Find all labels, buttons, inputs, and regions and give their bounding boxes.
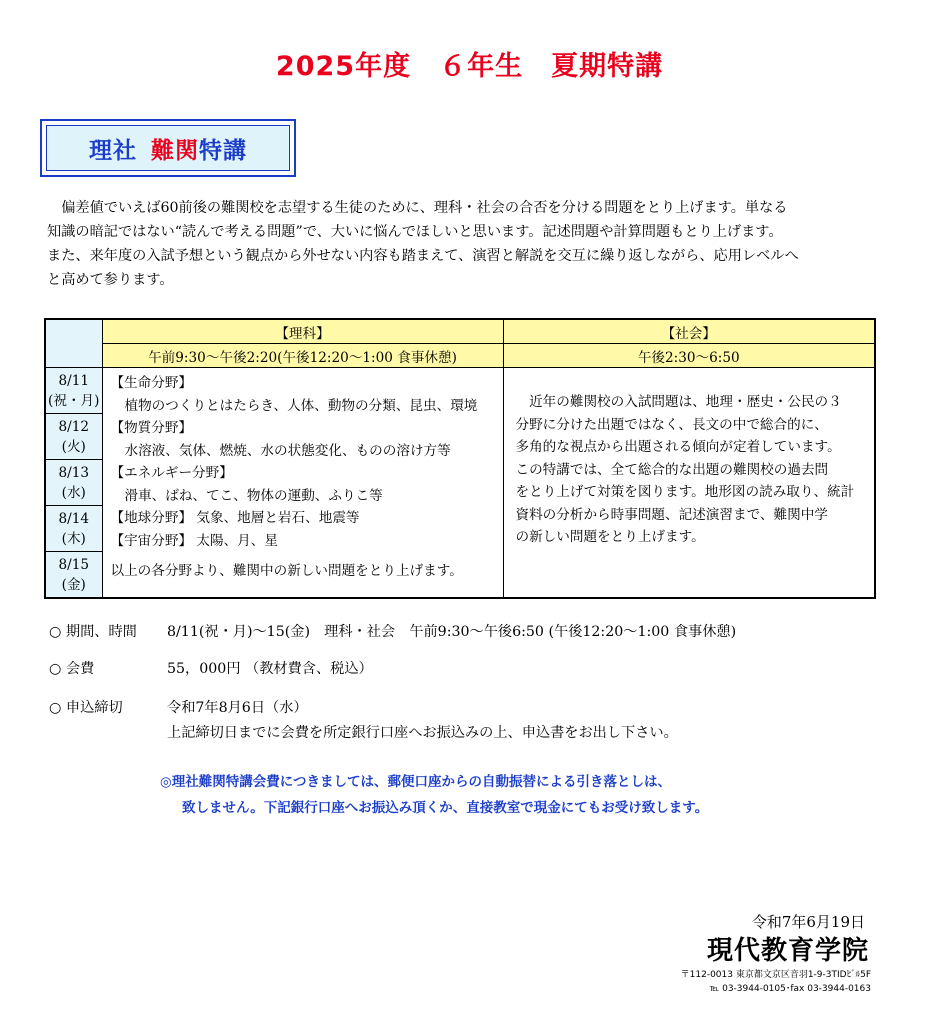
date-cell <box>45 460 102 506</box>
fee-label: ○ 会費 <box>49 661 95 677</box>
date-day: 8/15 <box>58 556 90 573</box>
science-header: 【理科】 <box>102 319 503 344</box>
social-line: 資料の分析から時事問題、記述演習まで、難関中学 <box>515 506 828 523</box>
social-line: 多角的な視点から出題される傾向が定着しています。 <box>515 439 841 455</box>
school-address: 〒112-0013 東京都文京区音羽1-9-3TIDﾋﾞﾙ5F <box>680 970 871 980</box>
social-header: 【社会】 <box>503 319 875 344</box>
notice-line: ◎理社難関特講会費につきましては、郵便口座からの自動振替による引き落としは、 <box>160 774 672 790</box>
date-weekday: (火) <box>61 438 86 455</box>
notice-line: 致しません。下記銀行口座へお振込み頂くか、直接教室で現金にてもお受け致します。 <box>182 800 709 816</box>
period-label: ○ 期間、時間 <box>49 624 137 640</box>
date-day: 8/12 <box>58 418 90 435</box>
school-phone: ℡ 03-3944-0105･fax 03-3944-0163 <box>709 984 871 994</box>
intro-text <box>47 196 857 292</box>
science-line: 【宇宙分野】 太陽、月、星 <box>110 532 278 549</box>
issue-date: 令和7年6月19日 <box>751 913 865 931</box>
date-weekday: (水) <box>61 484 86 501</box>
date-day: 8/14 <box>58 510 90 527</box>
page-title: 2025年度 ６年生 夏期特講 <box>275 51 664 82</box>
payment-notice <box>160 769 708 821</box>
social-content <box>503 368 875 599</box>
science-line: 以上の各分野より、難関中の新しい問題をとり上げます。 <box>110 563 463 579</box>
deadline-value: 令和7年8月6日（水） <box>167 700 308 716</box>
course-title-type: 特講 <box>199 137 247 164</box>
date-day: 8/13 <box>58 464 90 481</box>
intro-line: また、来年度の入試予想という観点から外せない内容も踏まえて、演習と解説を交互に繰り返しながら、応用レベルへ <box>47 248 799 264</box>
fee-value: 55，000円 （教材費含、税込） <box>167 661 373 677</box>
deadline-label: ○ 申込締切 <box>49 700 123 716</box>
course-title-subject: 理社 <box>89 137 137 164</box>
course-title-box <box>40 119 296 177</box>
science-line: 【生命分野】 <box>110 375 193 391</box>
date-cell <box>45 506 102 552</box>
school-name: 現代教育学院 <box>706 936 869 966</box>
date-cell <box>45 552 102 599</box>
intro-line: 知識の暗記ではない“読んで考える問題”で、大いに悩んでほしいと思います。記述問題や計算問題もとり上げます。 <box>47 224 783 240</box>
course-title <box>46 125 290 171</box>
science-line: 【物質分野】 <box>110 420 193 436</box>
period-value: 8/11(祝・月)～15(金) 理科・社会 午前9:30～午後6:50 (午後12:20～1:00 食事休憩) <box>167 624 737 640</box>
social-line: の新しい問題をとり上げます。 <box>515 529 705 545</box>
date-cell <box>45 368 102 414</box>
deadline-note: 上記締切日までに会費を所定銀行口座へお振込みの上、申込書をお出し下さい。 <box>167 725 678 741</box>
social-line: 近年の難関校の入試問題は、地理・歴史・公民の３ <box>515 394 842 410</box>
date-weekday: (金) <box>61 576 86 593</box>
intro-line: と高めて参ります。 <box>47 272 174 288</box>
social-line: をとり上げて対策を図ります。地形図の読み取り、統計 <box>515 484 855 500</box>
date-weekday: (祝・月) <box>48 392 100 409</box>
table-corner <box>45 319 102 368</box>
course-title-level: 難関 <box>151 137 199 164</box>
science-content <box>102 368 503 599</box>
date-cell <box>45 414 102 460</box>
date-day: 8/11 <box>58 372 90 389</box>
social-line: 分野に分けた出題ではなく、長文の中で総合的に、 <box>515 416 828 433</box>
science-line: 【地球分野】 気象、地層と岩石、地震等 <box>110 510 360 526</box>
social-time: 午後2:30～6:50 <box>503 344 875 368</box>
science-line: 滑車、ばね、てこ、物体の運動、ふりこ等 <box>124 487 383 504</box>
science-time: 午前9:30～午後2:20(午後12:20～1:00 食事休憩) <box>102 344 503 368</box>
science-line: 水溶液、気体、燃焼、水の状態変化、ものの溶け方等 <box>124 442 451 459</box>
social-line: この特講では、全て総合的な出題の難関校の過去問 <box>515 461 829 478</box>
science-line: 植物のつくりとはたらき、人体、動物の分類、昆虫、環境 <box>124 397 478 414</box>
date-weekday: (木) <box>61 530 86 547</box>
science-line: 【エネルギー分野】 <box>110 465 233 481</box>
schedule-table <box>44 318 876 599</box>
intro-line: 偏差値でいえば60前後の難関校を志望する生徒のために、理科・社会の合否を分ける問題をとり上げます。単なる <box>47 200 788 216</box>
